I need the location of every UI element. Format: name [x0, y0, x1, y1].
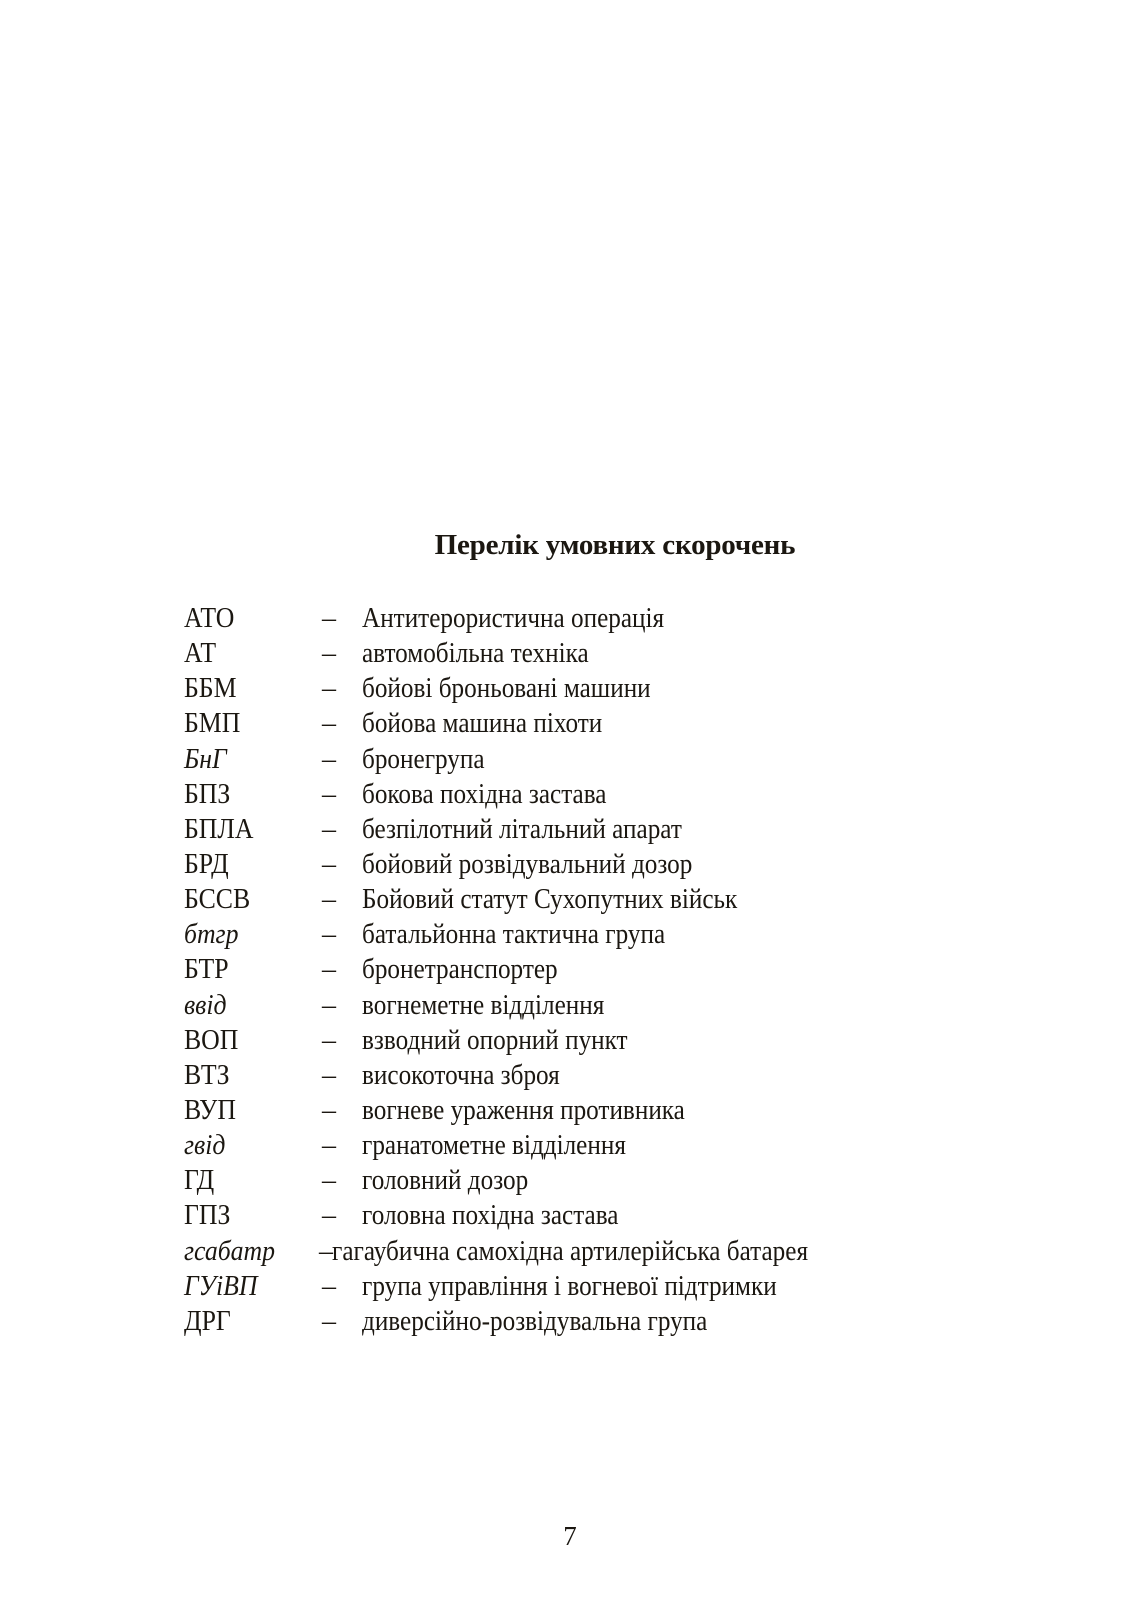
abbreviation-row [184, 706, 944, 741]
abbreviation-definition: вогневе ураження противника [362, 1094, 685, 1126]
separator-dash: – [322, 813, 336, 845]
separator-dash: – [322, 1270, 336, 1302]
abbreviation-row [184, 882, 944, 917]
abbreviation-definition: безпілотний літальний апарат [362, 813, 682, 845]
abbreviation-definition: Антитерористична операція [362, 603, 665, 634]
abbreviation-definition: головний дозор [362, 1165, 529, 1197]
page-title: Перелік умовних скорочень [434, 529, 796, 561]
separator-dash: – [322, 919, 336, 951]
separator-dash: – [322, 1130, 336, 1162]
abbreviation-row [184, 812, 944, 847]
abbreviation-definition: бойовий розвідувальний дозор [362, 848, 693, 880]
abbreviation-definition: бронетранспортер [362, 954, 558, 986]
separator-dash: – [322, 708, 336, 740]
separator-dash: – [322, 1094, 336, 1126]
abbreviation-term: ББМ [184, 673, 237, 705]
abbreviation-definition: взводний опорний пункт [362, 1024, 628, 1056]
abbreviation-row [184, 1023, 944, 1058]
abbreviation-row [184, 1304, 944, 1339]
abbreviation-term: ВОП [184, 1024, 239, 1056]
abbreviation-row [184, 847, 944, 882]
abbreviation-row [184, 1234, 944, 1269]
abbreviation-row [184, 1128, 944, 1163]
abbreviation-row [184, 742, 944, 777]
abbreviations-list [184, 601, 944, 1339]
page-number: 7 [563, 1521, 577, 1551]
abbreviation-definition: диверсійно-розвідувальна група [362, 1305, 708, 1337]
abbreviation-term: БССВ [184, 884, 251, 916]
abbreviation-term: ВТЗ [184, 1059, 230, 1091]
abbreviation-definition: бойова машина піхоти [362, 708, 603, 740]
abbreviation-row [184, 1269, 944, 1304]
separator-dash: – [322, 1305, 336, 1337]
abbreviation-term: БПЗ [184, 778, 231, 810]
abbreviation-row [184, 917, 944, 952]
abbreviation-definition: група управління і вогневої підтримки [362, 1270, 777, 1302]
separator-dash: – [322, 954, 336, 986]
abbreviation-term: БнГ [184, 743, 227, 775]
abbreviation-row [184, 988, 944, 1023]
abbreviation-row [184, 1163, 944, 1198]
separator-dash: – [322, 743, 336, 775]
abbreviation-term: ввід [184, 989, 227, 1021]
abbreviation-row [184, 601, 944, 636]
separator-dash: – [319, 1235, 333, 1267]
abbreviation-definition: гагаубична самохідна артилерійська батарея [332, 1235, 809, 1267]
abbreviation-definition: високоточна зброя [362, 1059, 560, 1091]
abbreviation-row [184, 777, 944, 812]
abbreviation-term: БМП [184, 708, 241, 740]
abbreviation-term: гвід [184, 1130, 226, 1162]
separator-dash: – [322, 603, 336, 634]
abbreviation-row [184, 1093, 944, 1128]
abbreviation-row [184, 636, 944, 671]
abbreviation-row [184, 952, 944, 987]
abbreviation-term: гсабатр [184, 1235, 276, 1267]
abbreviation-row [184, 671, 944, 706]
separator-dash: – [322, 1024, 336, 1056]
abbreviation-definition: головна похідна застава [362, 1200, 619, 1232]
abbreviation-term: ГПЗ [184, 1200, 231, 1232]
separator-dash: – [322, 884, 336, 916]
abbreviation-definition: бойові броньовані машини [362, 673, 651, 705]
abbreviation-row [184, 1058, 944, 1093]
abbreviation-term: АТО [184, 603, 235, 634]
abbreviation-row [184, 1198, 944, 1233]
separator-dash: – [322, 778, 336, 810]
separator-dash: – [322, 989, 336, 1021]
abbreviation-definition: вогнеметне відділення [362, 989, 605, 1021]
abbreviation-definition: батальйонна тактична група [362, 919, 666, 951]
abbreviation-term: БПЛА [184, 813, 254, 845]
abbreviation-definition: автомобільна техніка [362, 638, 589, 670]
abbreviation-term: АТ [184, 638, 217, 670]
abbreviation-definition: Бойовий статут Сухопутних військ [362, 884, 738, 916]
abbreviation-term: БРД [184, 848, 229, 880]
separator-dash: – [322, 1165, 336, 1197]
abbreviation-term: ВУП [184, 1094, 236, 1126]
separator-dash: – [322, 673, 336, 705]
separator-dash: – [322, 1200, 336, 1232]
separator-dash: – [322, 638, 336, 670]
abbreviation-term: ГУіВП [184, 1270, 258, 1302]
abbreviation-term: ГД [184, 1165, 215, 1197]
separator-dash: – [322, 1059, 336, 1091]
abbreviation-definition: гранатометне відділення [362, 1130, 626, 1162]
abbreviation-definition: бронегрупа [362, 743, 485, 775]
abbreviation-term: ДРГ [184, 1305, 231, 1337]
separator-dash: – [322, 848, 336, 880]
abbreviation-term: бтгр [184, 919, 239, 951]
abbreviation-definition: бокова похідна застава [362, 778, 607, 810]
abbreviation-term: БТР [184, 954, 229, 986]
